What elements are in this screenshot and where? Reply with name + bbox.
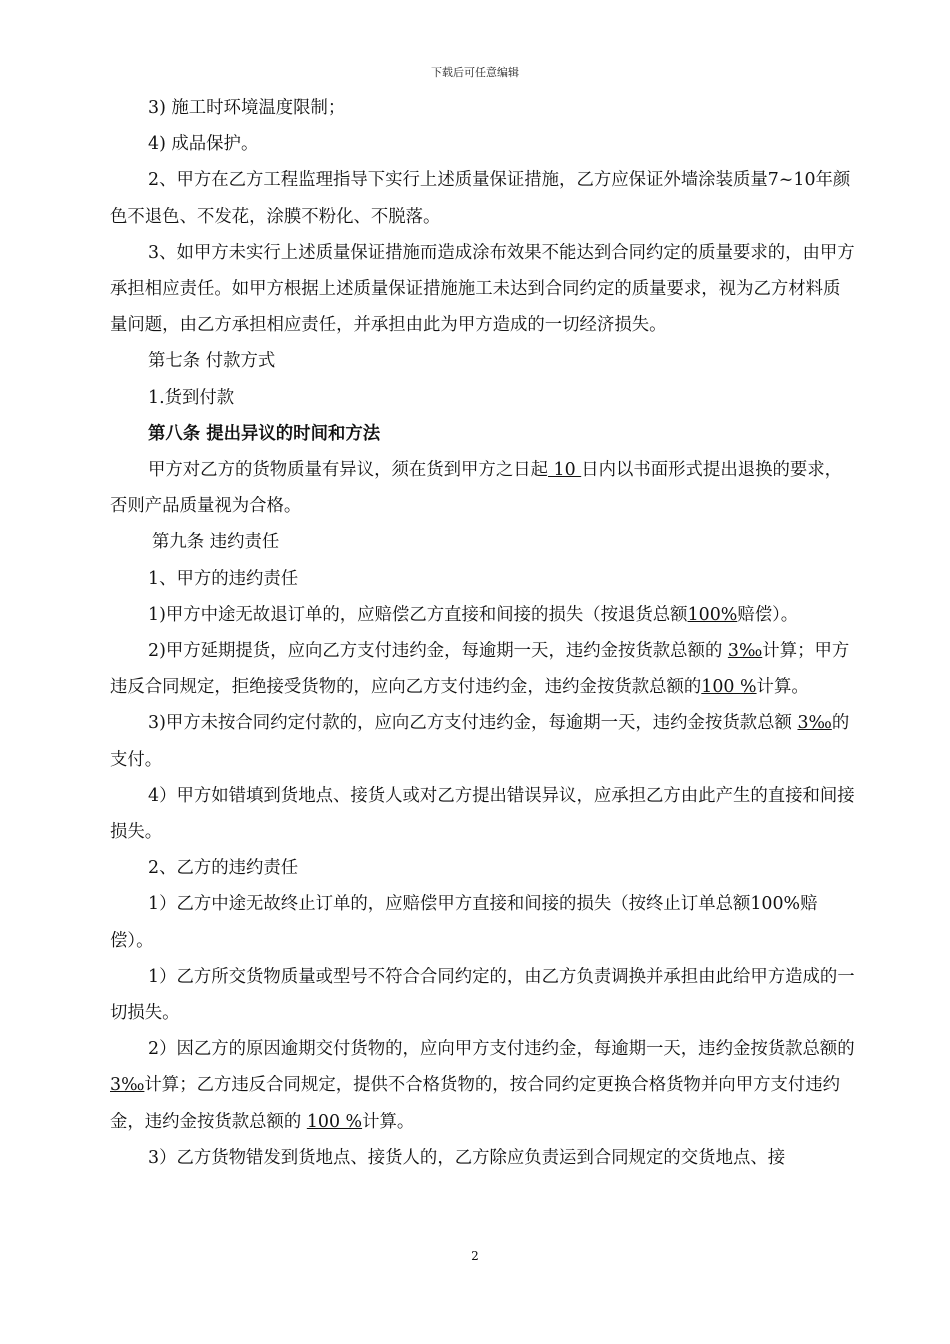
text-run: 日内以书面形式提出退换的要求，否则产品质量视为合格。	[110, 460, 843, 517]
text-run: 计算。	[362, 1111, 415, 1132]
paragraph	[110, 633, 856, 705]
paragraph: 3) 施工时环境温度限制；	[148, 98, 346, 118]
article-heading: 第八条 提出异议的时间和方法	[148, 423, 381, 444]
paragraph: 4）甲方如错填到货地点、接货人或对乙方提出错误异议，应承担乙方由此产生的直接和间接损失。	[110, 785, 855, 843]
paragraph: 1）乙方所交货物质量或型号不符合合同约定的，由乙方负责调换并承担由此给甲方造成的一切损失。	[110, 966, 855, 1024]
underlined-value: 100 %	[701, 677, 757, 698]
article-heading: 第九条 违约责任	[152, 532, 280, 553]
paragraph	[110, 1031, 856, 1140]
paragraph: 3）乙方货物错发到货地点、接货人的，乙方除应负责运到合同规定的交货地点、接	[148, 1147, 786, 1168]
underlined-value: 100%	[687, 604, 738, 625]
underlined-value: 100 %	[306, 1111, 363, 1132]
text-run: 的支付。	[110, 713, 850, 770]
text-run: 计算；甲方违反合同规定，拒绝接受货物的，应向乙方支付违约金，违约金按货款总额的	[110, 641, 850, 698]
paragraph: 2、甲方在乙方工程监理指导下实行上述质量保证措施，乙方应保证外墙涂装质量7~10年颜色不退色、不发花，涂膜不粉化、不脱落。	[110, 170, 851, 227]
underlined-value: 3‰	[797, 713, 832, 734]
paragraph	[110, 597, 856, 633]
text-run: 甲方对乙方的货物质量有异议，须在货到甲方之日起	[148, 460, 548, 481]
paragraph: 1）乙方中途无故终止订单的，应赔偿甲方直接和间接的损失（按终止订单总额100%赔偿）。	[110, 894, 818, 951]
text-run: 2)甲方延期提货，应向乙方支付违约金，每逾期一天，违约金按货款总额的	[148, 641, 728, 662]
page-number: 2	[471, 1249, 479, 1263]
text-run: 3)甲方未按合同约定付款的，应向乙方支付违约金，每逾期一天，违约金按货款总额	[148, 713, 798, 734]
paragraph: 1.货到付款	[148, 387, 235, 408]
text-run: 计算。	[756, 677, 809, 698]
page-header: 下载后可任意编辑	[431, 66, 519, 79]
underlined-value: 3‰	[110, 1075, 145, 1096]
paragraph	[110, 705, 856, 777]
paragraph: 3、如甲方未实行上述质量保证措施而造成涂布效果不能达到合同约定的质量要求的，由甲方承担相应责任。如甲方根据上述质量保证措施施工未达到合同约定的质量要求，视为乙方材料质量问题，由乙方承担相应责任，并承担由此为甲方造成的一切经济损失。	[110, 242, 855, 336]
paragraph: 1、甲方的违约责任	[148, 568, 299, 589]
paragraph: 2、乙方的违约责任	[148, 858, 299, 879]
article-heading: 第七条 付款方式	[148, 351, 276, 372]
document-body	[110, 90, 856, 1176]
underlined-value: 3‰	[727, 641, 763, 662]
paragraph: 4) 成品保护。	[148, 134, 259, 155]
text-run: 1)甲方中途无故退订单的，应赔偿乙方直接和间接的损失（按退货总额	[148, 604, 688, 625]
text-run: 赔偿）。	[737, 604, 799, 625]
underlined-value: 10	[548, 460, 582, 481]
text-run: 2）因乙方的原因逾期交付货物的，应向甲方支付违约金，每逾期一天，违约金按货款总额的	[148, 1039, 855, 1060]
text-run: 计算；乙方违反合同规定，提供不合格货物的，按合同约定更换合格货物并向甲方支付违约金，违约金按货款总额的	[110, 1075, 841, 1132]
paragraph	[110, 452, 856, 524]
